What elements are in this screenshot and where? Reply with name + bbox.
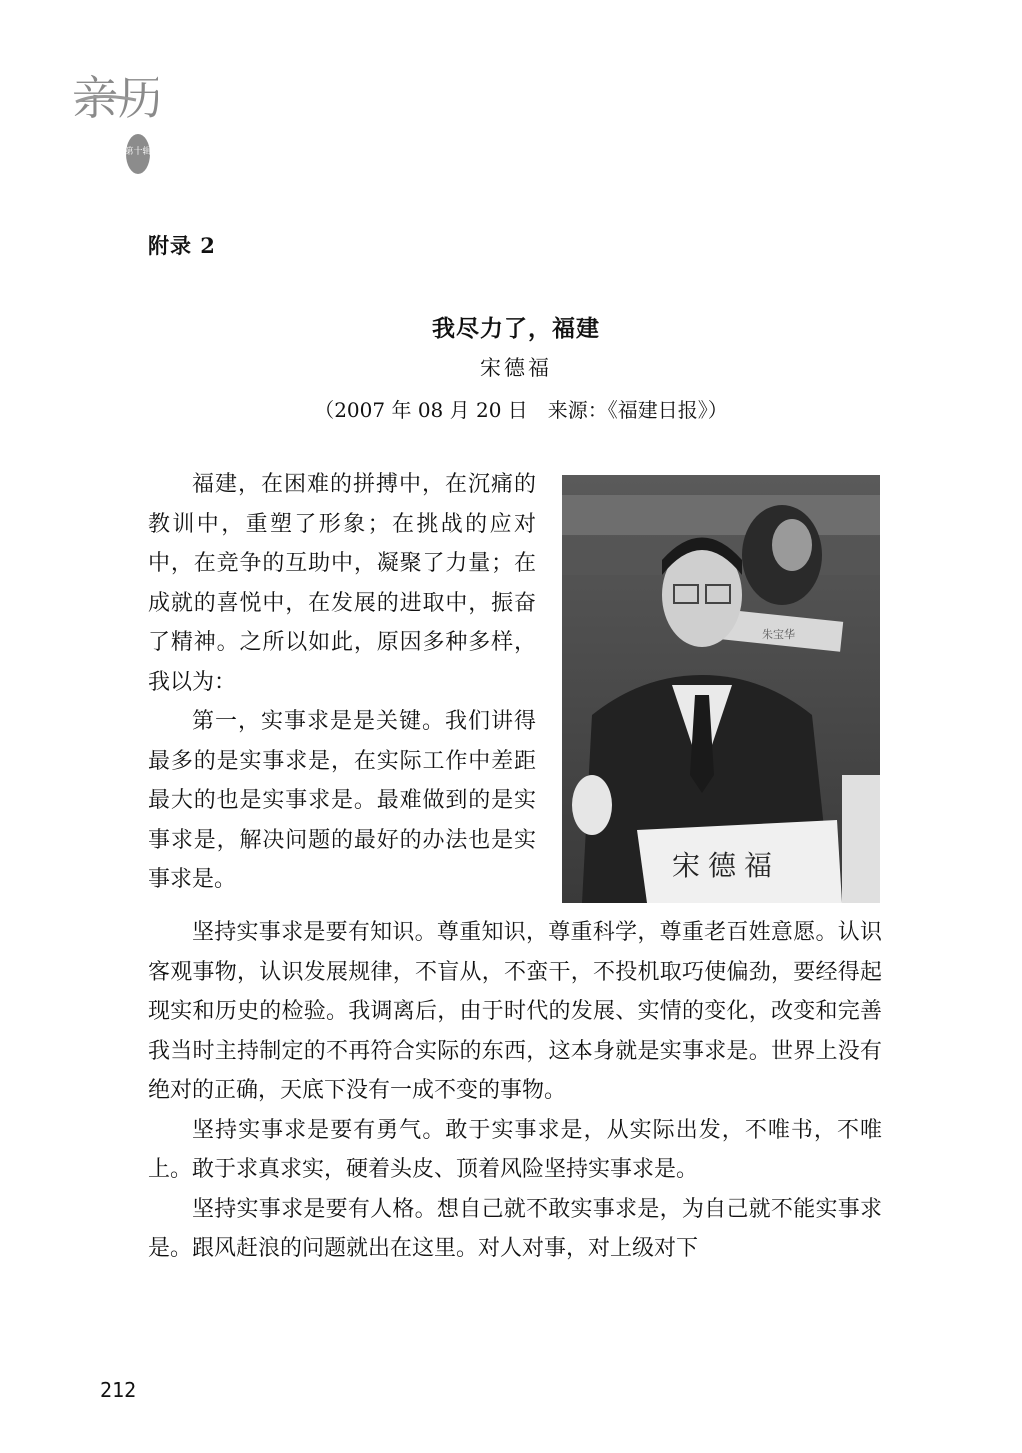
logo-badge: 第十辑 bbox=[124, 147, 152, 157]
photo-nameplate: 宋德福 bbox=[672, 849, 781, 882]
text-full-width bbox=[148, 913, 882, 1269]
book-logo bbox=[66, 62, 158, 182]
page-number: 212 bbox=[100, 1378, 137, 1402]
paragraph: 第一，实事求是是关键。我们讲得最多的是实事求是，在实际工作中差距最大的也是实事求是。最难做到的是实事求是，解决问题的最好的办法也是实事求是。 bbox=[148, 709, 536, 892]
paragraph: 坚持实事求是要有知识。尊重知识，尊重科学，尊重老百姓意愿。认识客观事物，认识发展规律，不盲从，不蛮干，不投机取巧使偏劲，要经得起现实和历史的检验。我调离后，由于时代的发展、实情的变化，改变和完善我当时主持制定的不再符合实际的东西，这本身就是实事求是。世界上没有绝对的正确，天底下没有一成不变的事物。 bbox=[148, 920, 882, 1103]
paragraph: 福建，在困难的拼搏中，在沉痛的教训中，重塑了形象；在挑战的应对中，在竞争的互助中，凝聚了力量；在成就的喜悦中，在发展的进取中，振奋了精神。之所以如此，原因多种多样，我以为： bbox=[148, 472, 536, 695]
background-nameplate: 朱宝华 bbox=[762, 628, 795, 641]
author-photo bbox=[562, 475, 880, 903]
logo-text: 亲历 bbox=[72, 71, 158, 125]
article-source: （2007 年 08 月 20 日 来源：《福建日报》） bbox=[314, 398, 728, 422]
paragraph: 坚持实事求是要有勇气。敢于实事求是，从实际出发，不唯书，不唯上。敢于求真求实，硬着头皮、顶着风险坚持实事求是。 bbox=[148, 1117, 882, 1182]
article-author: 宋德福 bbox=[480, 356, 552, 380]
paragraph: 坚持实事求是要有人格。想自己就不敢实事求是，为自己就不能实事求是。跟风赶浪的问题就出在这里。对人对事，对上级对下 bbox=[148, 1196, 882, 1261]
calligraphy-logo-icon bbox=[66, 62, 158, 182]
article-title: 我尽力了，福建 bbox=[432, 315, 600, 342]
appendix-label: 附录 2 bbox=[148, 233, 216, 258]
text-beside-photo bbox=[148, 465, 536, 900]
portrait-image bbox=[562, 475, 880, 903]
